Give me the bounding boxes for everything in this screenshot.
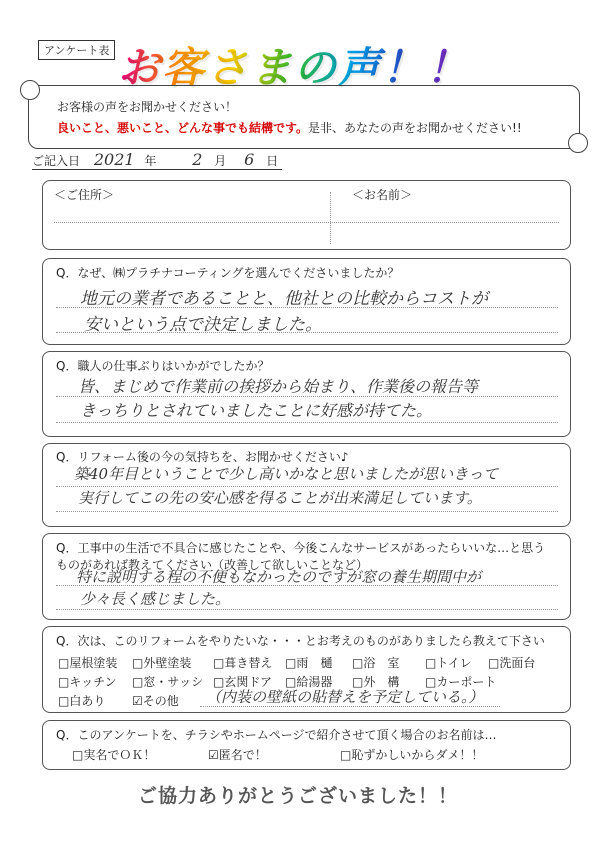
date-day: 6 [244, 150, 255, 169]
date-day-unit: 日 [266, 154, 279, 168]
intro-rest: 是非、あなたの声をお聞かせください!! [308, 121, 522, 135]
answer-1-line-2: 安いという点で決定しました。 [84, 315, 322, 335]
date-year-unit: 年 [144, 154, 157, 168]
answer-4-line-1: 特に説明する程の不便もなかったのですが窓の養生期間中が [76, 568, 482, 586]
answer-line [56, 511, 558, 512]
check-front-door[interactable]: □玄関ドア [213, 675, 272, 689]
other-line [200, 706, 500, 707]
date-month-unit: 月 [214, 154, 227, 168]
option-decline[interactable]: □恥ずかしいからダメ！！ [340, 748, 484, 762]
form-tag: アンケート表 [38, 40, 115, 60]
check-kitchen[interactable]: □キッチン [58, 675, 117, 689]
date-row [32, 150, 278, 169]
date-label: ご記入日 [32, 154, 81, 168]
check-toilet[interactable]: □トイレ [425, 656, 472, 670]
intro-line-1: お客様の声をお聞かせください！ [57, 100, 238, 114]
date-month: 2 [192, 150, 203, 169]
name-label: ＜お名前＞ [352, 188, 413, 202]
check-water-heater[interactable]: □給湯器 [285, 675, 333, 689]
page-title: お客さまの声！！ [118, 35, 470, 95]
question-4-line-1: Q．工事中の生活で不具合に感じたことや、今後こんなサービスがあったらいいな…と思う [56, 541, 546, 555]
answer-3-line-2: 実行してこの先の安心感を得ることが出来満足しています。 [78, 489, 482, 507]
scroll-curl-right [568, 133, 588, 153]
reform-question: Q．次は、このリフォームをやりたいな・・・とお考えのものがありましたら教えて下さい [56, 634, 545, 648]
option-anonymous[interactable]: ☑匿名で！ [208, 748, 267, 762]
check-other[interactable]: ☑その他 [132, 694, 179, 708]
info-line [54, 222, 559, 223]
info-box [42, 180, 571, 250]
intro-banner [28, 85, 580, 149]
answer-3-line-1: 築40年目ということで少し高いかなと思いましたが思いきって [74, 465, 499, 483]
question-1: Q．なぜ、㈱プラチナコーティングを選んでくださいましたか？ [56, 266, 400, 280]
thank-you-message: ご協力ありがとうございました！！ [138, 785, 459, 807]
check-washbasin[interactable]: □洗面台 [488, 656, 536, 670]
check-roof-paint[interactable]: □屋根塗装 [58, 656, 118, 670]
check-wall-paint[interactable]: □外壁塗装 [132, 656, 192, 670]
answer-2-line-2: きっちりとされていましたことに好感が持てた。 [80, 401, 433, 420]
option-real-name[interactable]: □実名でＯＫ！ [72, 748, 156, 762]
address-label: ＜ご住所＞ [54, 188, 115, 202]
info-divider [330, 192, 332, 244]
check-gutter[interactable]: □雨 樋 [285, 656, 333, 670]
publish-question: Q．このアンケートを、チラシやホームページで紹介させて頂く場合のお名前は… [56, 728, 497, 742]
check-reroof[interactable]: □葺き替え [213, 656, 273, 670]
intro-emphasis: 良いこと、悪いこと、どんな事でも結構です。 [57, 121, 309, 135]
date-year: 2021 [93, 150, 135, 169]
date-underline [32, 169, 282, 170]
scroll-curl-left [20, 80, 40, 100]
check-window[interactable]: □窓・サッシ [132, 675, 204, 689]
check-bathroom[interactable]: □浴 室 [352, 656, 400, 670]
intro-line-2 [57, 119, 522, 136]
other-answer: （内装の壁紙の貼替えを予定している。） [206, 688, 484, 706]
check-carport[interactable]: □カーポート [425, 675, 497, 689]
question-4-line-2: ものがあれば教えてください（改善して欲しいことなど） [56, 558, 369, 572]
check-exterior[interactable]: □外 構 [352, 675, 400, 689]
answer-2-line-1: 皆、まじめで作業前の挨拶から始まり、作業後の報告等 [78, 377, 479, 396]
check-termite[interactable]: □白あり [58, 694, 106, 708]
answer-line [56, 609, 558, 610]
question-3: Q．リフォーム後の今の気持ちを、お聞かせください♪ [56, 450, 349, 464]
answer-1-line-1: 地元の業者であることと、他社との比較からコストが [80, 289, 488, 309]
answer-4-line-2: 少々長く感じました。 [80, 590, 231, 608]
answer-line [56, 422, 558, 423]
question-2: Q．職人の仕事ぶりはいかがでしたか？ [56, 359, 270, 373]
